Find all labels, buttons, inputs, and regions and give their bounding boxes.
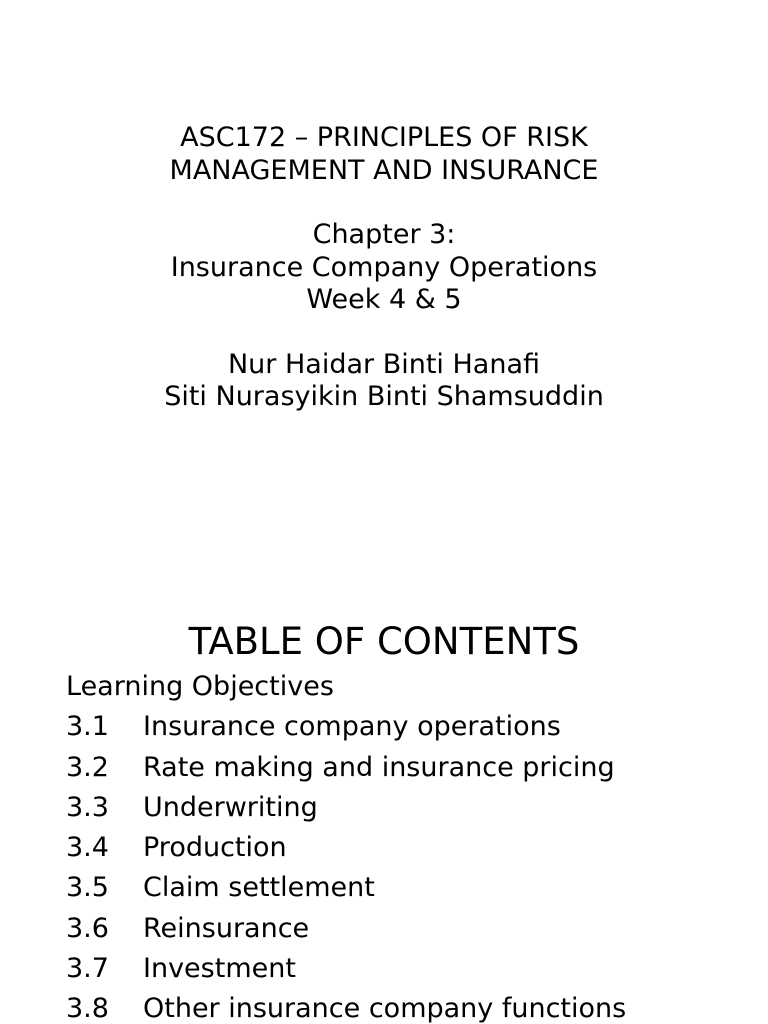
course-title-line1: ASC172 – PRINCIPLES OF RISK: [180, 122, 588, 153]
weeks-label: Week 4 & 5: [306, 284, 462, 315]
toc-item-label: Underwriting: [143, 791, 318, 823]
toc-item-label: Other insurance company functions: [143, 993, 627, 1024]
toc-item-number: 3.7: [66, 953, 109, 985]
toc-item-label: Reinsurance: [143, 912, 310, 944]
toc-item: [66, 828, 626, 868]
toc-item-label: Production: [143, 832, 287, 864]
toc-item: [66, 949, 626, 989]
toc-item-label: Claim settlement: [143, 872, 375, 904]
toc-item: [66, 989, 626, 1024]
toc-item: [66, 868, 626, 908]
toc-item-number: 3.6: [66, 912, 109, 944]
toc-item: [66, 909, 626, 949]
toc-item-number: 3.4: [66, 832, 109, 864]
toc-item-number: 3.1: [66, 711, 109, 743]
toc-item-label: Rate making and insurance pricing: [143, 751, 615, 783]
author-1: Nur Haidar Binti Hanafi: [227, 348, 541, 380]
toc-item-number: 3.8: [66, 993, 109, 1024]
toc-intro-item: [66, 667, 626, 707]
toc-item-number: 3.3: [66, 791, 109, 823]
toc-item: [66, 788, 626, 828]
author-2: Siti Nurasyikin Binti Shamsuddin: [164, 381, 604, 412]
contents-slide: [0, 580, 768, 1024]
toc-item-number: 3.2: [66, 751, 109, 783]
toc-heading: TABLE OF CONTENTS: [188, 620, 580, 663]
toc-item-label: Investment: [143, 953, 296, 985]
toc-item: [66, 748, 626, 788]
spacer: [0, 187, 768, 219]
toc-item-number: 3.5: [66, 872, 109, 904]
toc-intro-label: Learning Objectives: [66, 671, 334, 702]
toc-list: [66, 667, 626, 1024]
chapter-label: Chapter 3:: [312, 219, 456, 250]
course-title-line2: MANAGEMENT AND INSURANCE: [169, 154, 599, 186]
chapter-title: Insurance Company Operations: [170, 251, 598, 283]
toc-item-label: Insurance company operations: [143, 711, 561, 743]
title-block: [0, 122, 768, 414]
spacer: [0, 317, 768, 349]
toc-item: [66, 707, 626, 747]
